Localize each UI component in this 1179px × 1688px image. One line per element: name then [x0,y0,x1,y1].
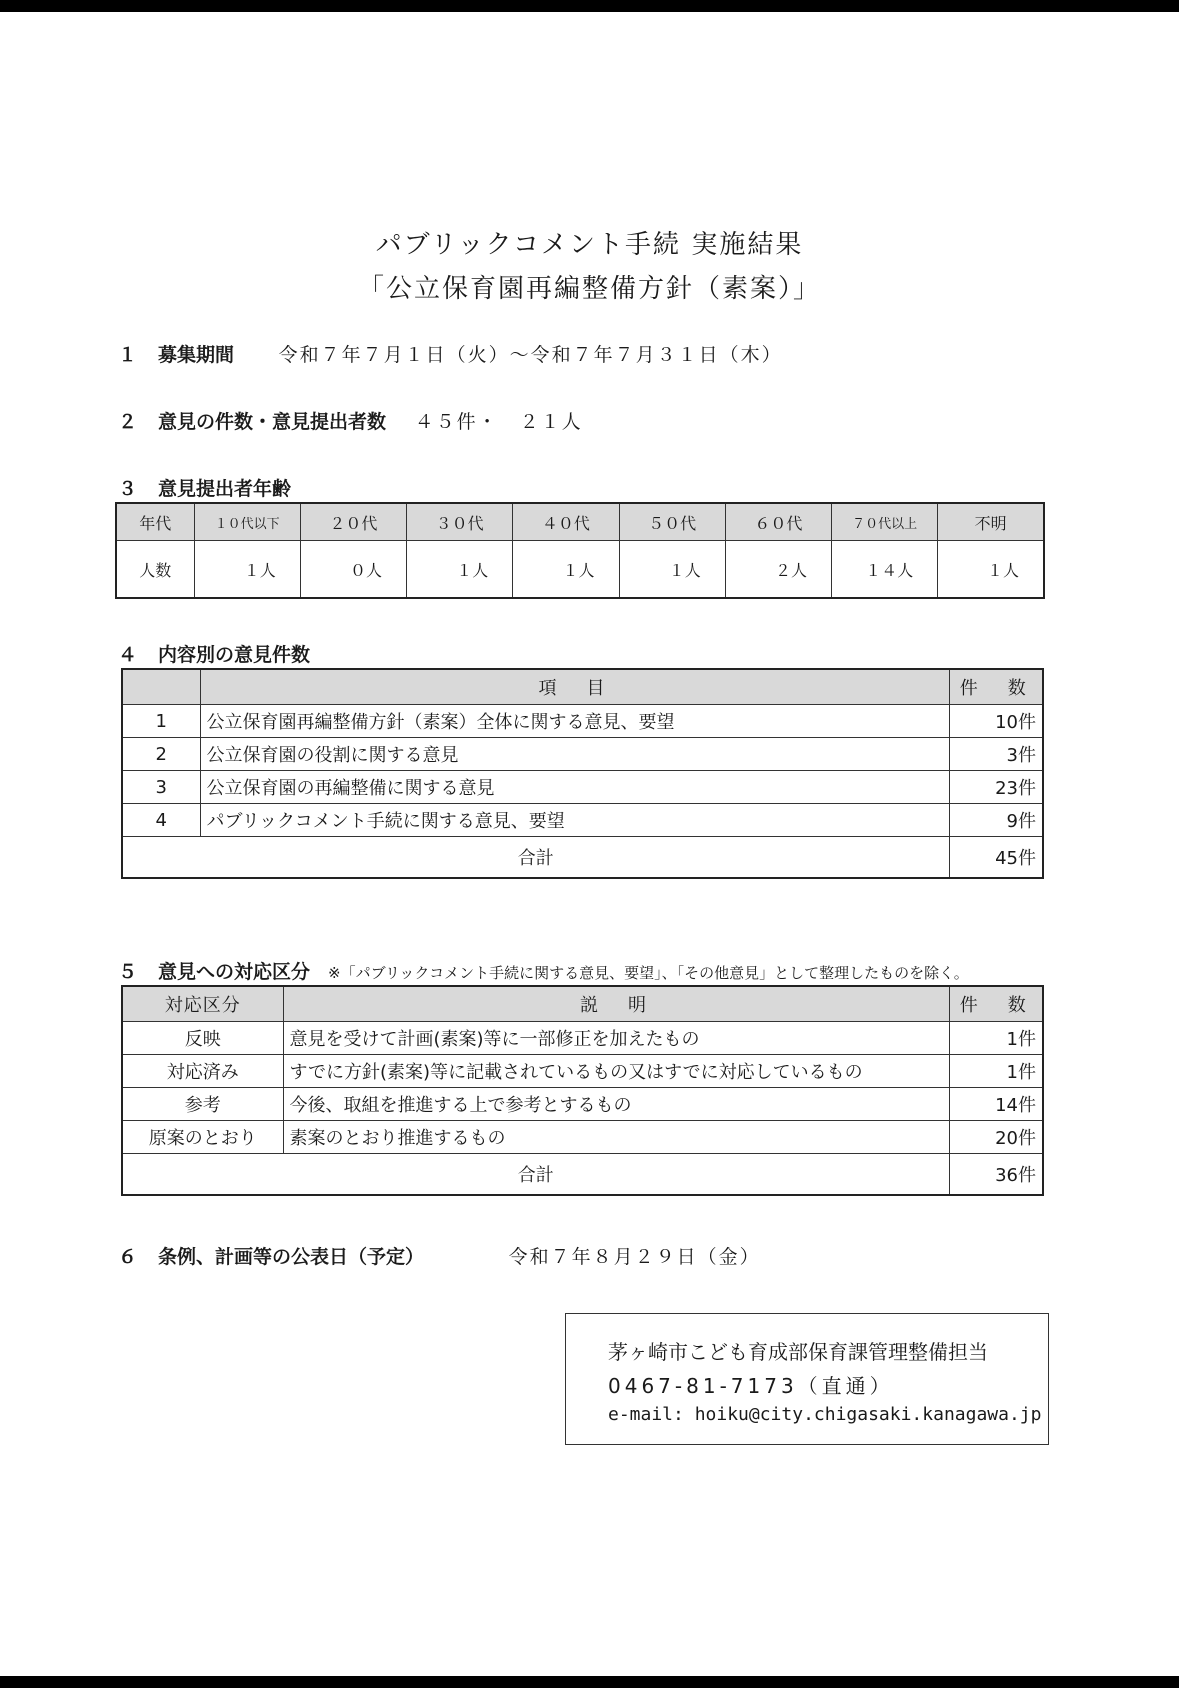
content-row-count: 3件 [949,738,1043,771]
age-header-cell: 年代 [116,503,194,541]
response-row-category: 反映 [122,1022,283,1055]
contact-department: 茅ヶ崎市こども育成部保育課管理整備担当 [608,1340,988,1364]
section-4-number: ４ [118,644,138,666]
section-4-label: 内容別の意見件数 [158,644,311,666]
response-total-count: 36件 [949,1154,1043,1196]
age-header-cell: ５０代 [619,503,725,541]
section-2 [118,407,583,434]
content-row-no: 1 [122,705,200,738]
table-row [122,705,1043,738]
age-count-cell: １人 [938,541,1044,599]
response-header-count: 件 数 [949,986,1043,1022]
table-row [122,1022,1043,1055]
response-total-row [122,1154,1043,1196]
age-data-row [116,541,1044,599]
age-header-cell: ３０代 [407,503,513,541]
section-1-number: １ [118,344,138,366]
age-header-cell: 不明 [938,503,1044,541]
age-count-cell: １人 [513,541,619,599]
age-table [115,502,1045,599]
section-6-label: 条例、計画等の公表日（予定） [158,1246,425,1268]
response-table [121,985,1044,1196]
document-subtitle: 「公立保育園再編整備方針（素案）」 [357,274,821,304]
content-header-count: 件 数 [949,669,1043,705]
age-header-cell: １０代以下 [194,503,300,541]
section-3-label: 意見提出者年齢 [158,478,292,500]
age-count-cell: ２人 [725,541,831,599]
bottom-border [0,1676,1179,1688]
content-header-row [122,669,1043,705]
response-row-count: 14件 [949,1088,1043,1121]
age-row-label: 人数 [116,541,194,599]
response-row-count: 20件 [949,1121,1043,1154]
content-row-count: 23件 [949,771,1043,804]
response-row-count: 1件 [949,1055,1043,1088]
table-row [122,771,1043,804]
content-row-no: 4 [122,804,200,837]
response-row-count: 1件 [949,1022,1043,1055]
section-2-number: ２ [118,411,138,433]
age-header-cell: ６０代 [725,503,831,541]
content-row-no: 2 [122,738,200,771]
section-2-value: ４５件・ ２１人 [414,411,583,433]
content-row-item: パブリックコメント手続に関する意見、要望 [200,804,949,837]
content-row-count: 10件 [949,705,1043,738]
section-4 [118,640,310,667]
response-row-desc: 意見を受けて計画(素案)等に一部修正を加えたもの [283,1022,949,1055]
age-count-cell: １４人 [832,541,938,599]
content-row-no: 3 [122,771,200,804]
content-header-blank [122,669,200,705]
response-row-desc: 素案のとおり推進するもの [283,1121,949,1154]
section-6-number: ６ [118,1246,138,1268]
content-row-count: 9件 [949,804,1043,837]
age-header-cell: ４０代 [513,503,619,541]
section-5-note: ※「パブリックコメント手続に関する意見、要望」、「その他意見」として整理したものを除く。 [328,964,969,982]
age-header-cell: ７０代以上 [832,503,938,541]
section-6-value: 令和７年８月２９日（金） [508,1246,761,1268]
age-header-cell: ２０代 [300,503,406,541]
age-header-row [116,503,1044,541]
top-border [0,0,1179,12]
section-2-label: 意見の件数・意見提出者数 [158,411,387,433]
table-row [122,1121,1043,1154]
age-count-cell: １人 [194,541,300,599]
age-count-cell: １人 [407,541,513,599]
content-table [121,668,1044,879]
contact-email: e-mail: hoiku@city.chigasaki.kanagawa.jp [608,1404,1042,1425]
table-row [122,804,1043,837]
response-header-desc: 説 明 [283,986,949,1022]
content-total-row [122,837,1043,879]
response-row-category: 原案のとおり [122,1121,283,1154]
age-count-cell: ０人 [300,541,406,599]
response-header-row [122,986,1043,1022]
section-5-label: 意見への対応区分 [158,961,311,983]
section-1-label: 募集期間 [158,344,235,366]
response-total-label: 合計 [122,1154,949,1196]
document-title: パブリックコメント手続 実施結果 [375,230,804,260]
response-row-desc: すでに方針(素案)等に記載されているもの又はすでに対応しているもの [283,1055,949,1088]
table-row [122,738,1043,771]
response-row-desc: 今後、取組を推進する上で参考とするもの [283,1088,949,1121]
content-row-item: 公立保育園の役割に関する意見 [200,738,949,771]
table-row [122,1088,1043,1121]
content-total-label: 合計 [122,837,949,879]
table-row [122,1055,1043,1088]
contact-box [565,1313,1049,1445]
section-5-number: ５ [118,961,138,983]
content-row-item: 公立保育園再編整備方針（素案）全体に関する意見、要望 [200,705,949,738]
section-1-value: 令和７年７月１日（火）～令和７年７月３１日（木） [278,344,783,366]
content-total-count: 45件 [949,837,1043,879]
response-header-category: 対応区分 [122,986,283,1022]
content-header-item: 項 目 [200,669,949,705]
section-6 [118,1242,761,1269]
section-5 [118,957,969,984]
content-row-item: 公立保育園の再編整備に関する意見 [200,771,949,804]
contact-phone: 0467-81-7173（直通） [608,1374,894,1398]
section-3-number: ３ [118,478,138,500]
age-count-cell: １人 [619,541,725,599]
section-1 [118,340,783,367]
response-row-category: 対応済み [122,1055,283,1088]
section-3 [118,474,291,501]
response-row-category: 参考 [122,1088,283,1121]
